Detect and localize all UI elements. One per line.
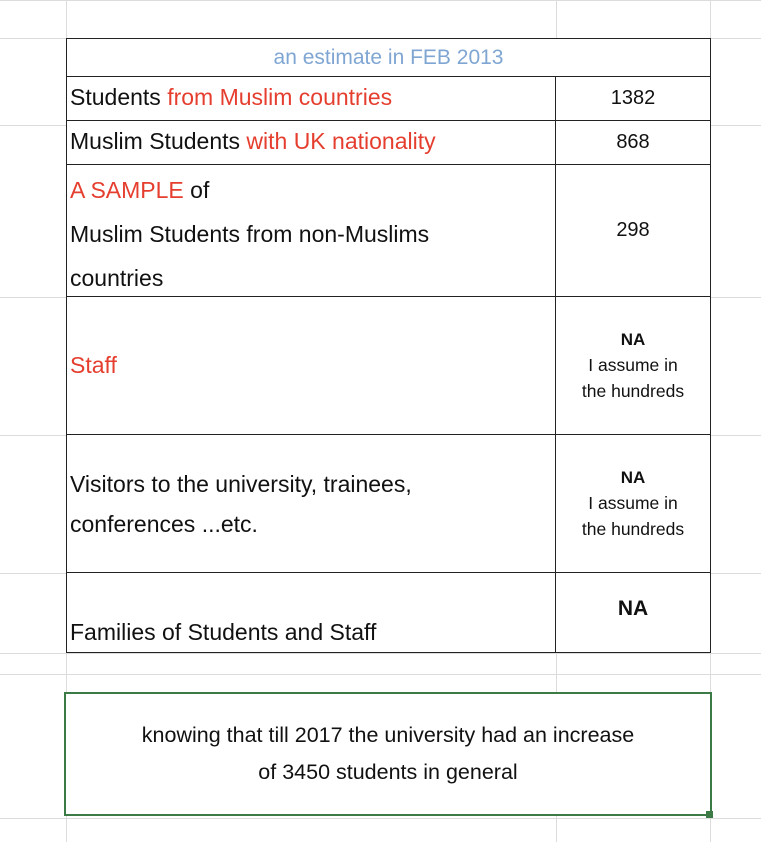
row-value-cell[interactable] — [556, 297, 710, 434]
row-value-note: the hundreds — [581, 380, 685, 401]
row-label-cell[interactable] — [67, 297, 556, 434]
row-label-line: Muslim Students from non-Muslims — [70, 221, 430, 247]
table-row-uk-nationality — [67, 121, 710, 165]
row-value-note: the hundreds — [581, 518, 685, 539]
table-row-muslim-countries — [67, 77, 710, 121]
row-value-cell[interactable] — [556, 77, 710, 120]
row-label-highlight: from Muslim countries — [167, 84, 393, 110]
row-label-text: Muslim Students — [70, 128, 247, 154]
row-label-cell[interactable] — [67, 435, 556, 572]
estimate-table — [66, 38, 711, 653]
row-value: 1382 — [610, 87, 656, 109]
row-label-cell[interactable] — [67, 165, 556, 296]
row-value: NA — [620, 467, 646, 487]
note-cell[interactable] — [64, 692, 712, 816]
gridline — [0, 653, 761, 654]
row-label-highlight: with UK nationality — [246, 128, 436, 154]
row-label-text: Students — [70, 84, 168, 110]
row-value-cell[interactable] — [556, 165, 710, 296]
fill-handle[interactable] — [706, 811, 713, 818]
gridline — [0, 818, 761, 819]
row-label-highlight: Staff — [70, 352, 117, 378]
table-header[interactable] — [67, 39, 710, 77]
row-label-line — [70, 168, 555, 212]
row-value-cell[interactable] — [556, 121, 710, 164]
row-label-highlight: A SAMPLE — [70, 177, 184, 203]
note-text — [142, 717, 634, 791]
row-label-cell[interactable] — [67, 573, 556, 653]
table-row-families — [67, 573, 710, 653]
row-value: 298 — [616, 219, 650, 241]
gridline — [0, 0, 761, 1]
row-label-line: Visitors to the university, trainees, — [70, 470, 412, 497]
row-label-cell[interactable] — [67, 77, 556, 120]
row-value-note: I assume in — [588, 354, 678, 375]
row-value-cell[interactable] — [556, 435, 710, 572]
row-value: 868 — [616, 131, 650, 153]
gridline — [0, 674, 761, 675]
row-value-note: I assume in — [588, 492, 678, 513]
row-value: NA — [617, 597, 649, 620]
row-value-cell[interactable] — [556, 573, 710, 653]
row-label-text: Families of Students and Staff — [70, 619, 377, 645]
note-line: knowing that till 2017 the university had an increase — [141, 723, 635, 747]
row-label-line: conferences ...etc. — [70, 510, 258, 537]
row-value: NA — [620, 329, 646, 349]
table-header-text: an estimate in FEB 2013 — [273, 45, 504, 69]
row-label-line: countries — [70, 265, 164, 291]
table-row-sample — [67, 165, 710, 297]
row-label-cell[interactable] — [67, 121, 556, 164]
row-label-text: of — [183, 177, 210, 203]
table-row-staff — [67, 297, 710, 435]
table-row-visitors — [67, 435, 710, 573]
note-line: of 3450 students in general — [258, 760, 518, 784]
